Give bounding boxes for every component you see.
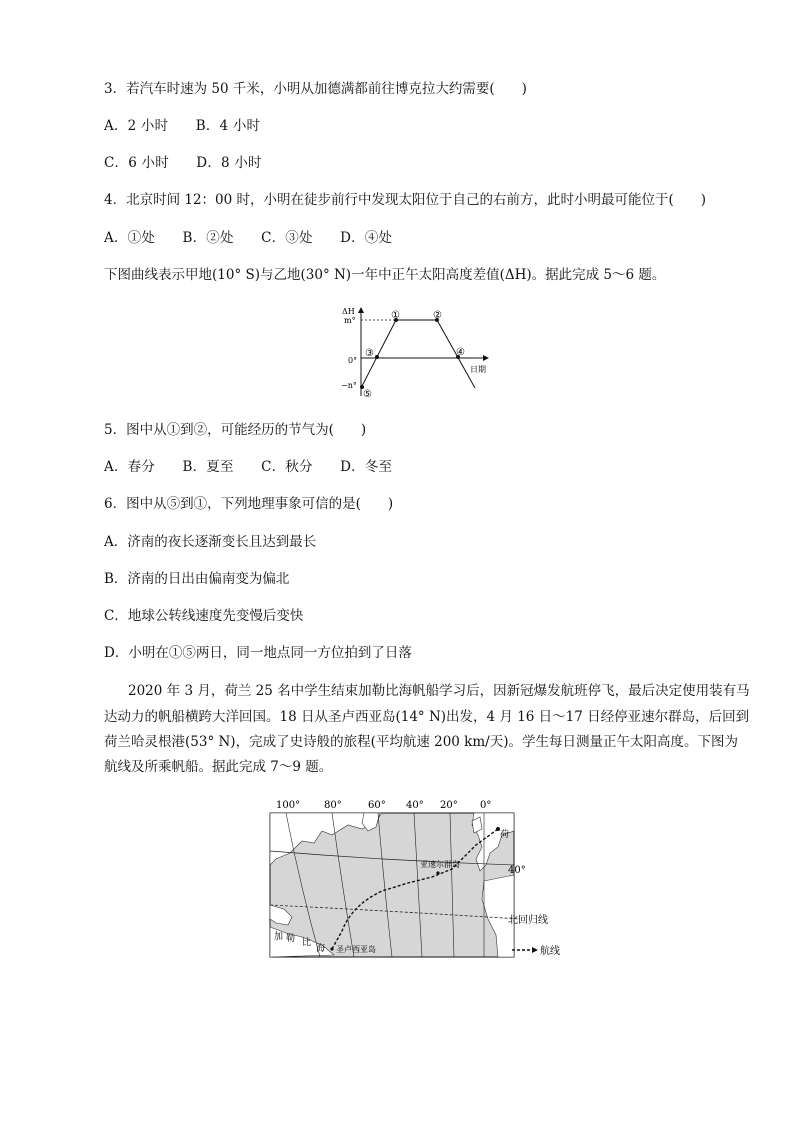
point-3 — [375, 355, 379, 359]
caribbean-char-4: 海 — [316, 944, 326, 954]
q6-option-c: C．地球公转线速度先变慢后变快 — [104, 608, 304, 624]
lon-80: 80° — [324, 800, 342, 811]
tick-0: 0° — [348, 356, 358, 365]
q4-stem: 4．北京时间 12：00 时，小明在徒步前行中发现太阳位于自己的右前方，此时小明最可能位于( ) — [104, 192, 707, 208]
label-point-2: ② — [433, 310, 442, 321]
azores-dot — [436, 871, 439, 874]
q3-options-ab: A．2 小时 B．4 小时 — [104, 118, 261, 134]
azores-label: 亚速尔群岛 — [420, 860, 460, 869]
q6-option-b: B．济南的日出由偏南变为偏北 — [104, 571, 290, 587]
sun-height-difference-graph — [330, 300, 500, 400]
legend-arrow-icon — [532, 947, 538, 953]
label-point-5: ⑤ — [363, 389, 372, 400]
q5-stem: 5．图中从①到②，可能经历的节气为( ) — [104, 422, 367, 438]
lon-20: 20° — [440, 800, 458, 811]
lon-60: 60° — [368, 800, 386, 811]
tick-m: m° — [344, 316, 356, 325]
q3-stem: 3．若汽车时速为 50 千米，小明从加德满都前往博克拉大约需要( ) — [104, 81, 527, 97]
label-point-4: ④ — [456, 347, 465, 358]
tropic-label: 北回归线 — [508, 915, 548, 926]
intro-7-9-line2: 达动力的帆船横跨大洋回国。18 日从圣卢西亚岛(14° N)出发，4 月 16 日～17 日经停亚速尔群岛，后回到 — [104, 709, 750, 725]
q3-options-cd: C．6 小时 D．8 小时 — [104, 155, 262, 171]
q5-options: A．春分 B．夏至 C．秋分 D．冬至 — [104, 459, 393, 475]
lat-40-label: 40° — [508, 865, 526, 876]
caribbean-char-1: 加 — [274, 932, 284, 942]
legend-route-label: 航线 — [540, 946, 560, 957]
tick-n: −n° — [341, 381, 357, 390]
label-point-3: ③ — [365, 348, 374, 359]
q6-option-d: D．小明在①⑤两日，同一地点同一方位拍到了日落 — [104, 645, 412, 661]
intro-7-9-line1: 2020 年 3 月，荷兰 25 名中学生结束加勒比海帆船学习后，因新冠爆发航班停飞，最后决定使用装有马 — [128, 683, 750, 699]
intro-7-9-line4: 航线及所乘帆船。据此完成 7～9 题。 — [104, 759, 333, 775]
q4-options: A．①处 B．②处 C．③处 D．④处 — [104, 230, 393, 246]
x-axis-label: 日期 — [470, 365, 486, 374]
atlantic-route-map — [262, 795, 572, 965]
intro-5-6: 下图曲线表示甲地(10° S)与乙地(30° N)一年中正午太阳高度差值(ΔH)。据此完成 5～6 题。 — [104, 267, 666, 283]
caribbean-char-3: 比 — [302, 938, 312, 948]
lon-40: 40° — [406, 800, 424, 811]
q6-option-a: A．济南的夜长逐渐变长且达到最长 — [104, 534, 317, 550]
st-lucia-dot — [330, 947, 333, 950]
holland-label: 荷 — [500, 830, 510, 840]
lon-0: 0° — [480, 800, 492, 811]
y-axis-label: ΔH — [342, 307, 355, 316]
lon-100: 100° — [276, 800, 301, 811]
st-lucia-label: 圣卢西亚岛 — [336, 945, 376, 954]
caribbean-char-2: 勒 — [286, 934, 296, 944]
intro-7-9-line3: 荷兰哈灵根港(53° N)，完成了史诗般的旅程(平均航速 200 km/天)。学生每日测量正午太阳高度。下图为 — [104, 734, 738, 750]
label-point-1: ① — [391, 310, 400, 321]
q6-stem: 6．图中从⑤到①，下列地理事象可信的是( ) — [104, 496, 394, 512]
